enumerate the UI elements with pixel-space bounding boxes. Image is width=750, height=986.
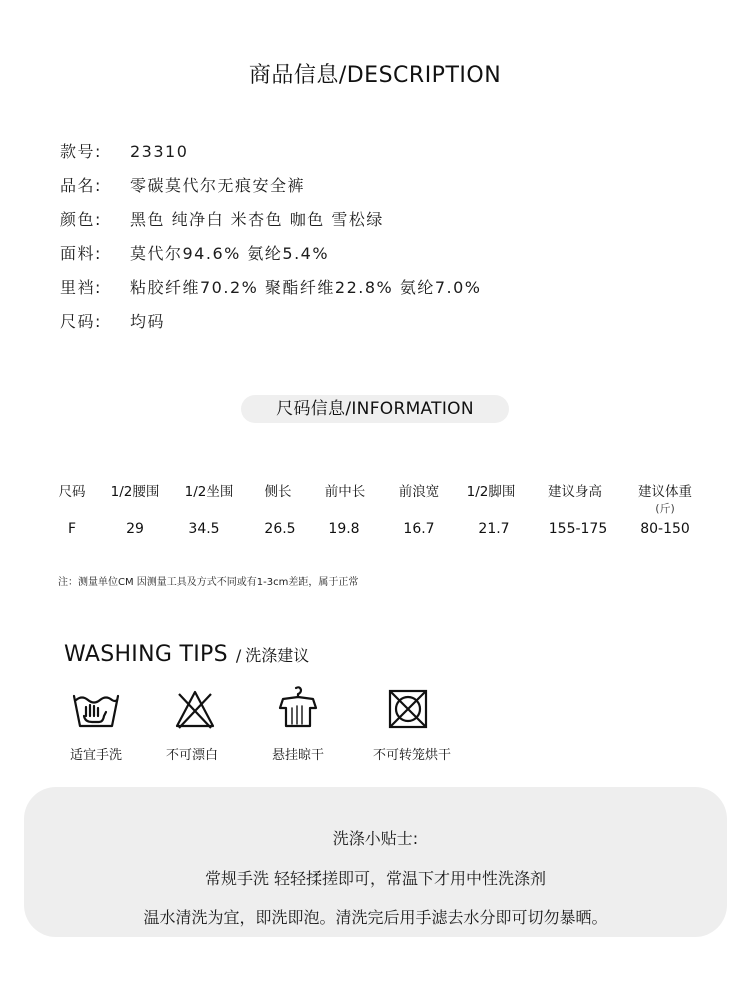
table-header-half-leg-opening: 1/2脚围 <box>466 484 516 500</box>
table-cell: 80-150 <box>640 521 690 537</box>
info-label: 品名: <box>60 176 102 195</box>
table-cell: 155-175 <box>548 521 608 537</box>
table-header-size: 尺码 <box>58 484 86 500</box>
info-value: 莫代尔94.6% 氨纶5.4% <box>130 244 330 263</box>
tips-line-1: 常规手洗 轻轻揉搓即可，常温下才用中性洗涤剂 <box>204 869 547 888</box>
icon-label-hang-dry: 悬挂晾干 <box>271 748 324 763</box>
info-row-style-number <box>60 139 188 162</box>
measurement-note: 注：测量单位CM 因测量工具及方式不同或有1-3cm差距，属于正常 <box>58 577 359 588</box>
description-title: 商品信息/DESCRIPTION <box>248 63 502 88</box>
info-value: 均码 <box>130 312 166 331</box>
table-cell: 26.5 <box>264 521 296 537</box>
table-cell: F <box>67 521 77 537</box>
hang-dry-icon <box>268 684 328 732</box>
no-tumble-dry-icon <box>378 686 438 734</box>
tips-heading: 洗涤小贴士: <box>332 829 419 848</box>
info-label: 颜色: <box>60 210 102 229</box>
table-cell: 16.7 <box>403 521 435 537</box>
icon-label-no-tumble-dry: 不可转笼烘干 <box>372 748 451 763</box>
no-bleach-icon <box>165 686 225 734</box>
washing-title-en: WASHING TIPS <box>64 642 228 667</box>
washing-title-zh: 洗涤建议 <box>245 646 310 665</box>
table-header-front-length: 前中长 <box>324 484 366 500</box>
info-value: 黑色 纯净白 米杏色 咖色 雪松绿 <box>130 210 384 229</box>
table-cell: 29 <box>126 521 144 537</box>
info-label: 款号: <box>60 142 102 161</box>
icon-label-hand-wash: 适宜手洗 <box>69 748 122 763</box>
table-cell: 19.8 <box>328 521 360 537</box>
table-header-suggested-weight: 建议体重 <box>638 484 692 500</box>
info-label: 尺码: <box>60 312 102 331</box>
weight-unit: (斤) <box>655 502 675 515</box>
tips-line-2: 温水清洗为宜，即洗即泡。清洗完后用手滤去水分即可切勿暴晒。 <box>143 908 608 927</box>
table-header-half-hip: 1/2坐围 <box>184 484 234 500</box>
washing-tips-title <box>64 642 309 667</box>
info-row-crotch-lining <box>60 275 481 298</box>
info-value: 粘胶纤维70.2% 聚酯纤维22.8% 氨纶7.0% <box>130 278 482 297</box>
table-header-suggested-height: 建议身高 <box>548 484 602 500</box>
table-cell: 21.7 <box>478 521 510 537</box>
size-info-title: 尺码信息/INFORMATION <box>241 395 509 423</box>
table-header-side-length: 侧长 <box>264 484 292 500</box>
info-value: 23310 <box>130 142 189 161</box>
icon-label-no-bleach: 不可漂白 <box>165 748 218 763</box>
info-row-fabric <box>60 241 329 264</box>
table-cell: 34.5 <box>188 521 220 537</box>
info-row-size <box>60 309 165 332</box>
info-label: 面料: <box>60 244 102 263</box>
info-label: 里裆: <box>60 278 102 297</box>
info-row-colors <box>60 207 384 230</box>
info-row-product-name <box>60 173 305 196</box>
table-header-front-rise: 前浪宽 <box>398 484 440 500</box>
hand-wash-icon <box>66 686 126 734</box>
table-header-half-waist: 1/2腰围 <box>110 484 160 500</box>
info-value: 零碳莫代尔无痕安全裤 <box>130 176 306 195</box>
washing-title-separator: / <box>235 646 242 665</box>
